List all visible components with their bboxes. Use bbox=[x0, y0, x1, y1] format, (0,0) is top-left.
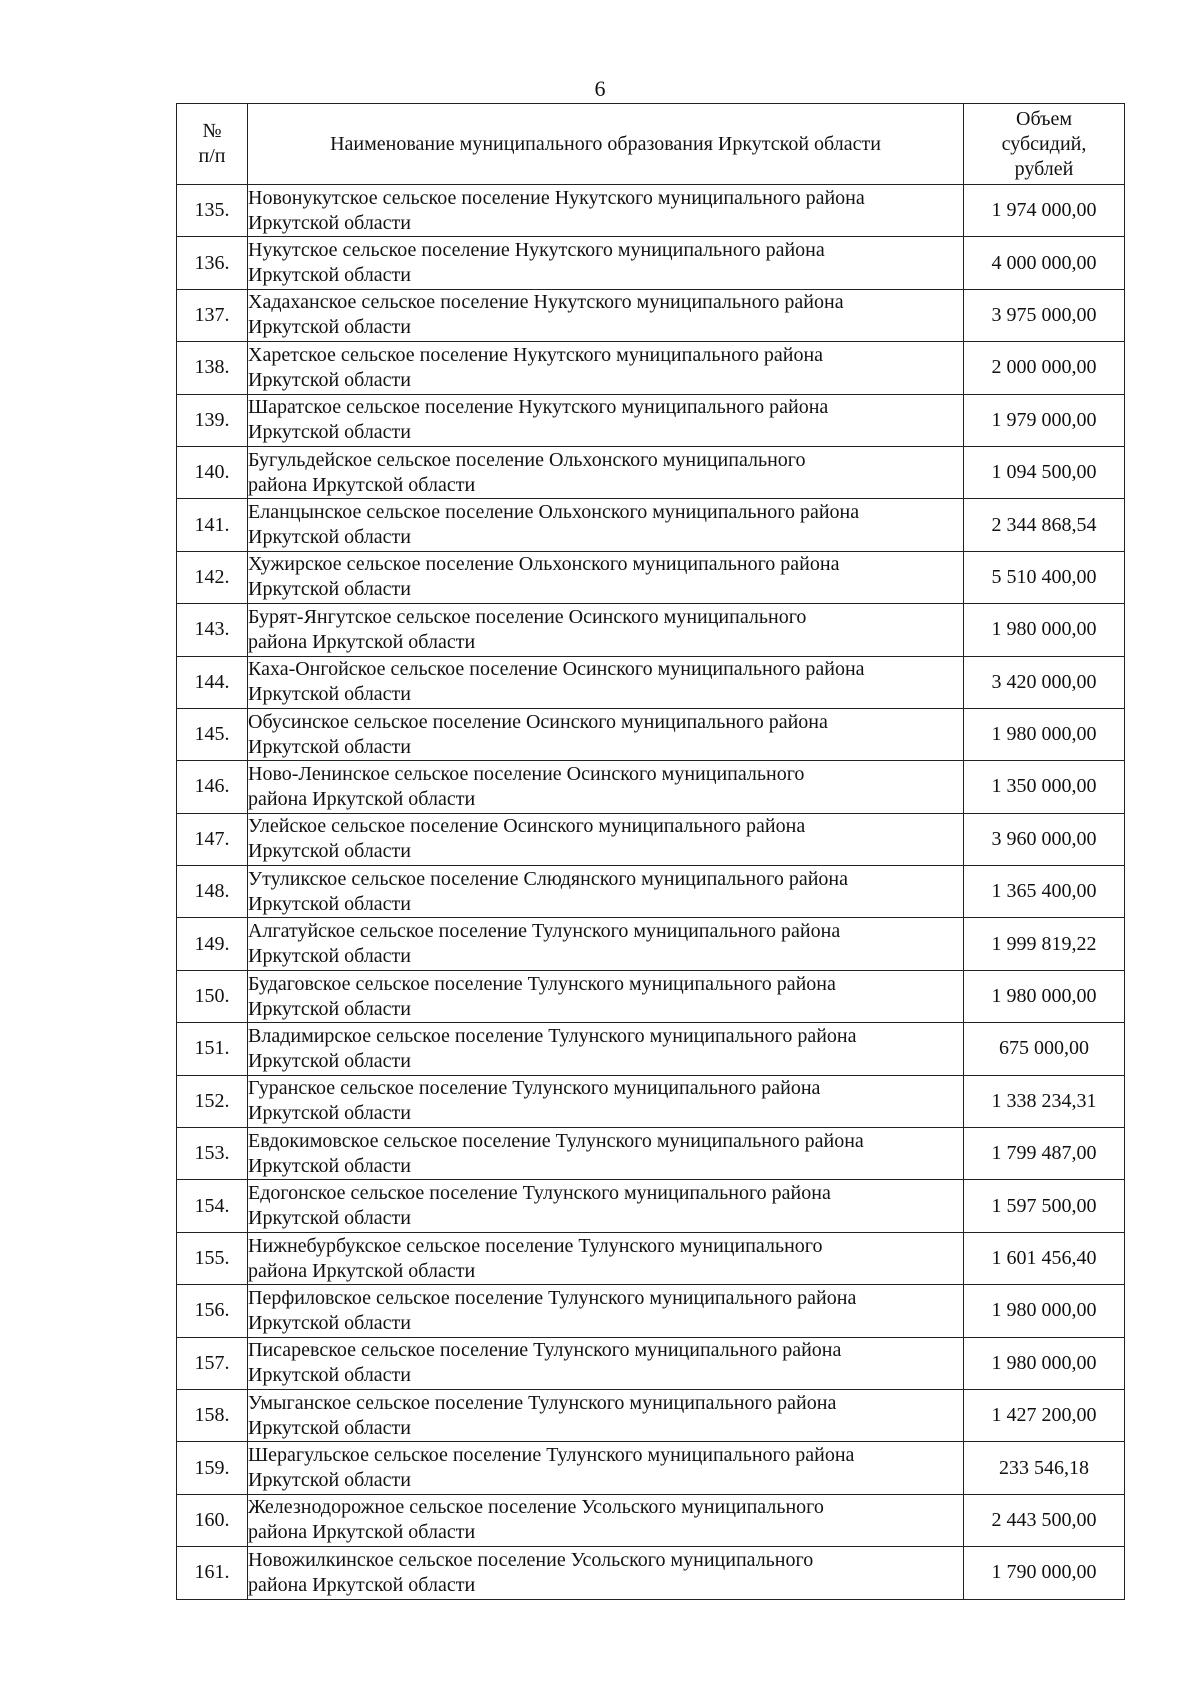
row-sum: 675 000,00 bbox=[964, 1023, 1125, 1075]
row-number: 146. bbox=[177, 761, 248, 813]
row-number: 160. bbox=[177, 1494, 248, 1546]
table-row bbox=[177, 289, 1125, 341]
row-name-line: Иркутской области bbox=[248, 368, 411, 391]
row-name bbox=[248, 656, 964, 708]
row-number: 152. bbox=[177, 1075, 248, 1127]
header-name: Наименование муниципального образования Иркутской области bbox=[248, 104, 964, 185]
table-row bbox=[177, 1494, 1125, 1546]
row-sum: 1 974 000,00 bbox=[964, 185, 1125, 237]
row-name-line: Железнодорожное сельское поселение Усольского муниципального bbox=[248, 1496, 824, 1519]
row-name-line: района Иркутской области bbox=[248, 1521, 476, 1544]
row-sum: 1 427 200,00 bbox=[964, 1389, 1125, 1441]
row-name-line: Шаратское сельское поселение Нукутского муниципального района bbox=[248, 396, 829, 419]
row-name-line: Новонукутское сельское поселение Нукутского муниципального района bbox=[248, 186, 865, 209]
row-number: 148. bbox=[177, 866, 248, 918]
header-sum bbox=[964, 104, 1125, 185]
table-row bbox=[177, 1180, 1125, 1232]
row-name bbox=[248, 1128, 964, 1180]
row-number: 151. bbox=[177, 1023, 248, 1075]
row-sum: 2 443 500,00 bbox=[964, 1494, 1125, 1546]
row-name bbox=[248, 1442, 964, 1494]
row-name bbox=[248, 918, 964, 970]
row-name-line: Евдокимовское сельское поселение Тулунского муниципального района bbox=[248, 1129, 864, 1152]
row-name-line: района Иркутской области bbox=[248, 1573, 476, 1596]
row-name bbox=[248, 1547, 964, 1599]
row-number: 143. bbox=[177, 604, 248, 656]
row-sum: 2 344 868,54 bbox=[964, 499, 1125, 551]
row-sum: 1 597 500,00 bbox=[964, 1180, 1125, 1232]
row-name-line: Писаревское сельское поселение Тулунского муниципального района bbox=[248, 1339, 842, 1362]
table-row bbox=[177, 1232, 1125, 1284]
row-number: 161. bbox=[177, 1547, 248, 1599]
row-name bbox=[248, 499, 964, 551]
row-sum: 1 979 000,00 bbox=[964, 394, 1125, 446]
row-name-line: Иркутской области bbox=[248, 1049, 411, 1072]
row-name-line: Иркутской области bbox=[248, 526, 411, 549]
row-sum: 3 960 000,00 bbox=[964, 813, 1125, 865]
row-name bbox=[248, 1285, 964, 1337]
row-name-line: Иркутской области bbox=[248, 1469, 411, 1492]
row-number: 157. bbox=[177, 1337, 248, 1389]
row-number: 140. bbox=[177, 446, 248, 498]
table-row bbox=[177, 1128, 1125, 1180]
row-number: 137. bbox=[177, 289, 248, 341]
table-row bbox=[177, 866, 1125, 918]
row-sum: 1 338 234,31 bbox=[964, 1075, 1125, 1127]
table-row bbox=[177, 1389, 1125, 1441]
row-number: 156. bbox=[177, 1285, 248, 1337]
row-number: 136. bbox=[177, 237, 248, 289]
row-name-line: Ново-Ленинское сельское поселение Осинского муниципального bbox=[248, 762, 805, 785]
row-name-line: Умыганское сельское поселение Тулунского муниципального района bbox=[248, 1391, 837, 1414]
row-number: 154. bbox=[177, 1180, 248, 1232]
row-name-line: Иркутской области bbox=[248, 264, 411, 287]
row-name-line: Шерагульское сельское поселение Тулунского муниципального района bbox=[248, 1444, 855, 1467]
row-number: 159. bbox=[177, 1442, 248, 1494]
row-name-line: района Иркутской области bbox=[248, 473, 476, 496]
row-number: 141. bbox=[177, 499, 248, 551]
row-name-line: района Иркутской области bbox=[248, 1259, 476, 1282]
header-number bbox=[177, 104, 248, 185]
row-name-line: Иркутской области bbox=[248, 735, 411, 758]
row-sum: 1 601 456,40 bbox=[964, 1232, 1125, 1284]
row-name bbox=[248, 1389, 964, 1441]
table-row bbox=[177, 1075, 1125, 1127]
row-sum: 1 980 000,00 bbox=[964, 1285, 1125, 1337]
row-name-line: района Иркутской области bbox=[248, 787, 476, 810]
table-row bbox=[177, 551, 1125, 603]
row-name bbox=[248, 289, 964, 341]
row-name-line: Иркутской области bbox=[248, 1102, 411, 1125]
row-number: 144. bbox=[177, 656, 248, 708]
table-row bbox=[177, 1023, 1125, 1075]
row-name bbox=[248, 342, 964, 394]
table-row bbox=[177, 761, 1125, 813]
row-name-line: района Иркутской области bbox=[248, 630, 476, 653]
table-row bbox=[177, 394, 1125, 446]
row-sum: 1 980 000,00 bbox=[964, 1337, 1125, 1389]
table-row bbox=[177, 1547, 1125, 1599]
row-number: 145. bbox=[177, 708, 248, 760]
row-name bbox=[248, 446, 964, 498]
row-name-line: Иркутской области bbox=[248, 578, 411, 601]
row-sum: 1 365 400,00 bbox=[964, 866, 1125, 918]
row-name bbox=[248, 1180, 964, 1232]
row-name-line: Иркутской области bbox=[248, 211, 411, 234]
row-number: 149. bbox=[177, 918, 248, 970]
header-number-line: п/п bbox=[198, 145, 226, 167]
row-name bbox=[248, 866, 964, 918]
header-number-line: № bbox=[202, 120, 222, 142]
row-name-line: Иркутской области bbox=[248, 1311, 411, 1334]
table-row bbox=[177, 237, 1125, 289]
row-name-line: Иркутской области bbox=[248, 1364, 411, 1387]
row-name-line: Алгатуйское сельское поселение Тулунского муниципального района bbox=[248, 920, 841, 943]
row-name-line: Иркутской области bbox=[248, 1416, 411, 1439]
table-row bbox=[177, 1337, 1125, 1389]
header-sum-line: субсидий, bbox=[1001, 132, 1087, 155]
row-name-line: Харетское сельское поселение Нукутского муниципального района bbox=[248, 343, 824, 366]
row-name-line: Перфиловское сельское поселение Тулунского муниципального района bbox=[248, 1286, 857, 1309]
row-name bbox=[248, 394, 964, 446]
row-number: 153. bbox=[177, 1128, 248, 1180]
row-name-line: Утуликское сельское поселение Слюдянского муниципального района bbox=[248, 867, 848, 890]
row-name-line: Иркутской области bbox=[248, 421, 411, 444]
row-name-line: Каха-Онгойское сельское поселение Осинского муниципального района bbox=[248, 658, 865, 681]
row-name bbox=[248, 237, 964, 289]
row-name bbox=[248, 1337, 964, 1389]
row-name bbox=[248, 813, 964, 865]
table-row bbox=[177, 813, 1125, 865]
row-number: 150. bbox=[177, 970, 248, 1022]
row-name bbox=[248, 1494, 964, 1546]
row-name-line: Иркутской области bbox=[248, 945, 411, 968]
row-sum: 1 980 000,00 bbox=[964, 604, 1125, 656]
table-row bbox=[177, 342, 1125, 394]
row-name-line: Иркутской области bbox=[248, 840, 411, 863]
table-row bbox=[177, 446, 1125, 498]
row-sum: 1 980 000,00 bbox=[964, 708, 1125, 760]
row-number: 135. bbox=[177, 185, 248, 237]
row-name bbox=[248, 185, 964, 237]
row-name bbox=[248, 970, 964, 1022]
row-number: 158. bbox=[177, 1389, 248, 1441]
row-name-line: Будаговское сельское поселение Тулунского муниципального района bbox=[248, 972, 836, 995]
row-name bbox=[248, 551, 964, 603]
row-sum: 1 094 500,00 bbox=[964, 446, 1125, 498]
row-name-line: Хадаханское сельское поселение Нукутского муниципального района bbox=[248, 291, 844, 314]
row-name-line: Еланцынское сельское поселение Ольхонского муниципального района bbox=[248, 501, 860, 524]
table-row bbox=[177, 970, 1125, 1022]
table-row bbox=[177, 656, 1125, 708]
page-number: 6 bbox=[594, 76, 606, 101]
row-sum: 2 000 000,00 bbox=[964, 342, 1125, 394]
header-sum-line: рублей bbox=[1014, 157, 1074, 180]
row-name bbox=[248, 1232, 964, 1284]
row-sum: 233 546,18 bbox=[964, 1442, 1125, 1494]
row-name-line: Новожилкинское сельское поселение Усольского муниципального bbox=[248, 1548, 814, 1571]
table-row bbox=[177, 499, 1125, 551]
row-number: 155. bbox=[177, 1232, 248, 1284]
row-name bbox=[248, 708, 964, 760]
row-name bbox=[248, 1075, 964, 1127]
row-name-line: Иркутской области bbox=[248, 997, 411, 1020]
table-row bbox=[177, 1285, 1125, 1337]
row-name-line: Иркутской области bbox=[248, 683, 411, 706]
row-number: 139. bbox=[177, 394, 248, 446]
table-row bbox=[177, 604, 1125, 656]
row-name-line: Едогонское сельское поселение Тулунского муниципального района bbox=[248, 1182, 831, 1205]
row-name-line: Иркутской области bbox=[248, 316, 411, 339]
row-sum: 5 510 400,00 bbox=[964, 551, 1125, 603]
row-sum: 1 790 000,00 bbox=[964, 1547, 1125, 1599]
row-name-line: Обусинское сельское поселение Осинского муниципального района bbox=[248, 710, 828, 733]
row-name-line: Бугульдейское сельское поселение Ольхонского муниципального bbox=[248, 448, 806, 471]
table-row bbox=[177, 918, 1125, 970]
table-row bbox=[177, 1442, 1125, 1494]
row-name-line: Улейское сельское поселение Осинского муниципального района bbox=[248, 815, 806, 838]
row-number: 138. bbox=[177, 342, 248, 394]
row-sum: 1 999 819,22 bbox=[964, 918, 1125, 970]
row-sum: 3 975 000,00 bbox=[964, 289, 1125, 341]
row-name-line: Гуранское сельское поселение Тулунского муниципального района bbox=[248, 1077, 821, 1100]
row-name bbox=[248, 761, 964, 813]
row-sum: 4 000 000,00 bbox=[964, 237, 1125, 289]
table-header-row bbox=[177, 104, 1125, 185]
row-number: 147. bbox=[177, 813, 248, 865]
row-name-line: Нукутское сельское поселение Нукутского муниципального района bbox=[248, 239, 825, 262]
row-name-line: Иркутской области bbox=[248, 1154, 411, 1177]
header-sum-line: Объем bbox=[1016, 107, 1072, 130]
row-number: 142. bbox=[177, 551, 248, 603]
row-name-line: Владимирское сельское поселение Тулунского муниципального района bbox=[248, 1024, 857, 1047]
table-row bbox=[177, 185, 1125, 237]
row-name-line: Бурят-Янгутское сельское поселение Осинского муниципального bbox=[248, 605, 807, 628]
row-sum: 1 799 487,00 bbox=[964, 1128, 1125, 1180]
row-name bbox=[248, 1023, 964, 1075]
subsidies-table bbox=[176, 103, 1125, 1600]
table-row bbox=[177, 708, 1125, 760]
row-name bbox=[248, 604, 964, 656]
row-sum: 3 420 000,00 bbox=[964, 656, 1125, 708]
row-name-line: Иркутской области bbox=[248, 1207, 411, 1230]
row-sum: 1 350 000,00 bbox=[964, 761, 1125, 813]
row-name-line: Иркутской области bbox=[248, 892, 411, 915]
row-name-line: Нижнебурбукское сельское поселение Тулунского муниципального bbox=[248, 1234, 823, 1257]
row-sum: 1 980 000,00 bbox=[964, 970, 1125, 1022]
row-name-line: Хужирское сельское поселение Ольхонского муниципального района bbox=[248, 553, 840, 576]
